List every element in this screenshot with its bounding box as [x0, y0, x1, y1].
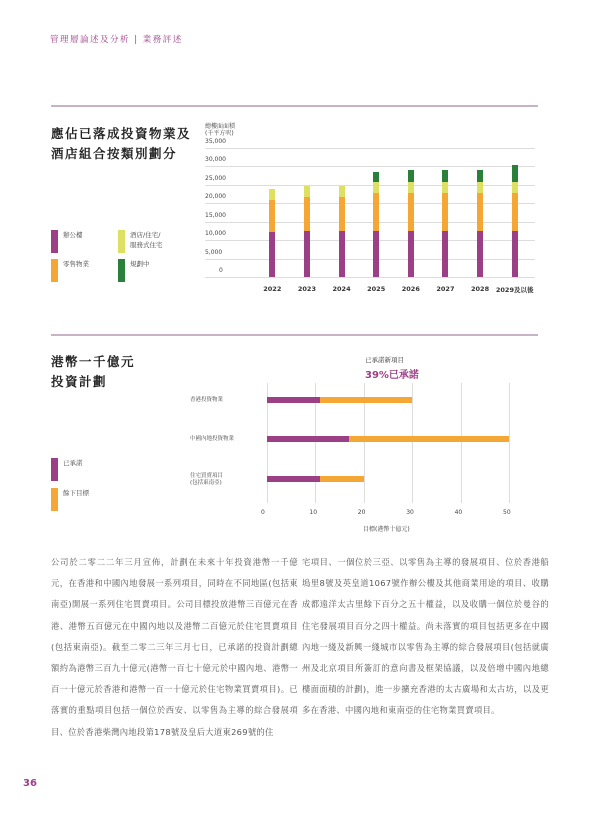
legend-swatch-remaining	[51, 488, 58, 511]
category-label: 中國內地投資物業	[190, 436, 235, 442]
bar-segment	[408, 231, 414, 277]
bar-segment	[512, 193, 518, 231]
x-tick-label: 2027	[436, 285, 455, 293]
bar-segment	[339, 197, 345, 231]
chart2-horizontal-bar	[190, 383, 535, 533]
bar-segment	[408, 182, 414, 193]
bar-segment	[267, 397, 320, 403]
divider-top	[51, 105, 538, 107]
legend-label-committed: 已承諾	[63, 459, 83, 467]
legend-label-remaining: 餘下目標	[63, 489, 89, 497]
bar-segment	[512, 231, 518, 277]
gridline	[205, 222, 535, 223]
gridline	[205, 166, 535, 167]
x-tick-label: 2029及以後	[495, 286, 534, 294]
bar-segment	[442, 231, 448, 277]
legend-label-office: 辦公樓	[63, 231, 83, 239]
legend-label-planned: 規劃中	[130, 260, 150, 268]
y-tick-label: 5,000	[205, 248, 223, 256]
bar-segment	[349, 436, 509, 442]
breadcrumb: 管理層論述及分析 | 業務評述	[50, 35, 183, 45]
x-tick-label: 40	[454, 509, 463, 516]
category-label: 住宅買賣項目 (包括東南亞)	[190, 473, 224, 486]
page-number: 36	[23, 778, 37, 789]
bar-segment	[267, 476, 320, 482]
gridline	[205, 277, 535, 278]
legend-swatch-office	[51, 230, 58, 253]
x-tick-label: 0	[261, 509, 265, 516]
bar-segment	[442, 193, 448, 231]
chart1-plot-area	[205, 138, 535, 298]
gridline	[412, 383, 413, 503]
bar-segment	[512, 182, 518, 193]
bar-segment	[304, 231, 310, 277]
bar-segment	[320, 397, 412, 403]
stacked-bar-2026	[408, 170, 414, 277]
x-tick-label: 2028	[471, 285, 490, 293]
legend-swatch-hotel	[118, 230, 125, 253]
gridline	[509, 383, 510, 503]
bar-segment	[320, 476, 364, 482]
bar-segment	[339, 231, 345, 277]
category-label: 香港投資物業	[190, 397, 224, 403]
y-tick-label: 15,000	[205, 211, 226, 219]
bar-segment	[373, 231, 379, 277]
section1-title: 應佔已落成投資物業及 酒店組合按類別劃分	[51, 126, 192, 161]
x-tick-label: 2024	[332, 285, 351, 293]
bar-segment	[477, 170, 483, 182]
x-axis-title: 目標(港幣十億元)	[363, 526, 410, 533]
bar-segment	[269, 189, 275, 200]
horizontal-bar-3	[267, 476, 364, 482]
bar-segment	[442, 170, 448, 182]
section2-title: 港幣一千億元 投資計劃	[51, 354, 136, 389]
bar-segment	[269, 200, 275, 232]
y-tick-label: 0	[219, 267, 223, 274]
horizontal-bar-2	[267, 436, 509, 442]
committed-note: 已承諾新項目 39%已承諾	[365, 356, 419, 381]
legend-swatch-planned	[118, 259, 125, 282]
bar-segment	[408, 170, 414, 182]
committed-percentage: 39%已承諾	[365, 370, 419, 381]
x-tick-label: 2025	[367, 285, 386, 293]
x-tick-label: 2022	[263, 285, 282, 293]
gridline	[205, 203, 535, 204]
x-tick-label: 30	[406, 509, 414, 516]
stacked-bar-2022	[269, 189, 275, 277]
bar-segment	[267, 436, 349, 442]
stacked-bar-2028	[477, 170, 483, 277]
x-tick-label: 2026	[401, 285, 420, 293]
bar-segment	[373, 193, 379, 231]
bar-segment	[477, 231, 483, 277]
y-tick-label: 35,000	[205, 138, 226, 145]
y-tick-label: 25,000	[205, 174, 226, 182]
y-tick-label: 10,000	[205, 230, 226, 238]
bar-segment	[442, 182, 448, 193]
bar-segment	[304, 186, 310, 197]
chart1-stacked-bar	[205, 123, 535, 298]
body-text-column-2: 宅項目、一個位於三亞、以零售為主導的發展項目、位於香港船塢里8號及英皇道1067號作辦公樓及其他商業用途的項目、收購成都遠洋太古里餘下百分之五十權益，以及收購一個位於曼谷的住宅發展項目百分之四十權益。尚未落實的項目包括更多在中國內地一綫及新興一綫城市以零售為主導的綜合發展項目(包括就廣州及北京項目所簽訂的意向書及框架協議，以及倍增中國內地總樓面面積的計劃)，進一步擴充香港的太古廣場和太古坊，以及更多在香港、中國內地和東南亞的住宅物業買賣項目。	[302, 557, 549, 716]
gridline	[205, 185, 535, 186]
bar-segment	[373, 182, 379, 193]
x-tick-label: 20	[357, 509, 366, 516]
y-tick-label: 20,000	[205, 193, 226, 201]
chart2-legend	[51, 458, 151, 518]
bar-segment	[512, 165, 518, 182]
x-tick-label: 2023	[297, 285, 316, 293]
legend-swatch-committed	[51, 458, 58, 481]
bar-segment	[304, 197, 310, 231]
x-tick-label: 10	[309, 509, 318, 516]
stacked-bar-2023	[304, 186, 310, 277]
horizontal-bar-1	[267, 397, 412, 403]
chart1-y-axis-title: 總樓面面積 (千平方呎)	[205, 123, 236, 137]
gridline	[205, 240, 535, 241]
bar-segment	[269, 232, 275, 277]
divider-middle	[51, 334, 538, 336]
stacked-bar-2024	[339, 186, 345, 277]
legend-label-retail: 零售物業	[63, 260, 89, 268]
x-tick-label: 50	[503, 509, 511, 516]
bar-segment	[477, 182, 483, 193]
stacked-bar-2027	[442, 170, 448, 277]
stacked-bar-2025	[373, 172, 379, 277]
gridline	[461, 383, 462, 503]
gridline	[205, 148, 535, 149]
gridline	[205, 259, 535, 260]
body-text-column-1: 公司於二零二二年三月宣佈，計劃在未來十年投資港幣一千億元，在香港和中國內地發展一系列項目，同時在不同地區(包括東南亞)開展一系列住宅買賣項目。公司目標投放港幣三百億元在香港、港幣五百億元在中國內地以及港幣二百億元於住宅買賣項目(包括東南亞)。截至二零二三年三月七日，已承諾的投資計劃總額約為港幣三百九十億元(港幣一百七十億元於中國內地、港幣一百一十億元於香港和港幣一百一十億元於住宅物業買賣項目)。已落實的重點項目包括一個位於西安、以零售為主導的綜合發展項目、位於香港柴灣內地段第178號及皇后大道東269號的住	[51, 557, 298, 737]
y-tick-label: 30,000	[205, 156, 226, 164]
stacked-bar-2029及以後	[512, 165, 518, 277]
bar-segment	[408, 193, 414, 231]
legend-label-hotel: 酒店/住宅/ 服務式住宅	[130, 231, 163, 249]
bar-segment	[373, 172, 379, 182]
chart1-legend	[51, 230, 181, 285]
bar-segment	[339, 186, 345, 197]
legend-swatch-retail	[51, 259, 58, 282]
bar-segment	[477, 193, 483, 231]
